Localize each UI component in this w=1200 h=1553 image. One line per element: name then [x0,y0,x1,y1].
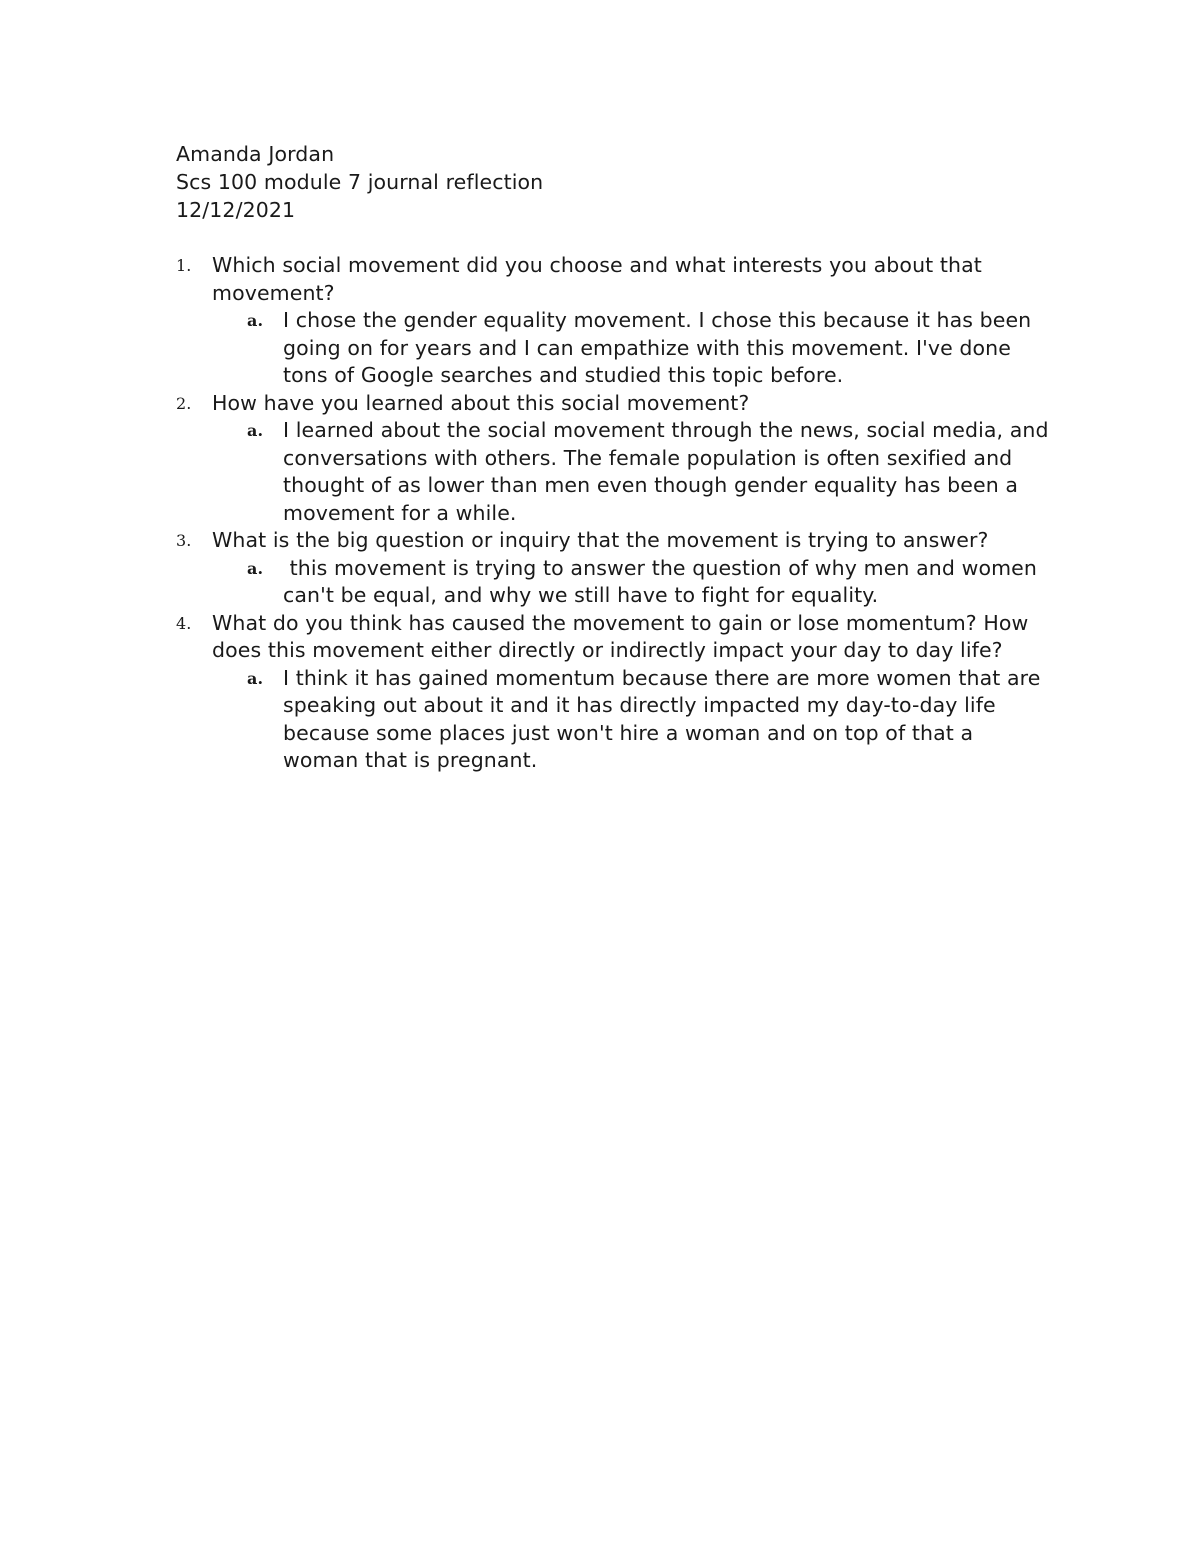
question-item [0,610,1042,665]
answer-letter: a. [247,421,264,440]
question-item [0,527,1042,555]
course-title: Scs 100 module 7 journal reflection [176,170,544,194]
answer-text: this movement is trying to answer the question of why men and women can't be equal, and why we still have to fight for equality. [283,555,1044,607]
answer-item [0,307,1053,390]
answer-letter: a. [247,558,264,578]
author-name: Amanda Jordan [176,142,335,166]
question-list [0,252,1200,775]
question-item [0,252,1042,307]
question-item [0,390,1042,418]
question-text: What do you think has caused the movement to gain or lose momentum? How does this movement either directly or indirectly impact your day to day life? [212,610,1029,662]
answer-letter: a. [247,311,264,330]
answer-text: I think it has gained momentum because there are more women that are speaking out about it and it has directly impacted my day-to-day life because some places just won't hire a woman and on top of that a woman that is pregnant. [283,665,1041,772]
question-text: Which social movement did you choose and what interests you about that movement? [212,253,982,305]
question-text: What is the big question or inquiry that the movement is trying to answer? [212,528,989,552]
question-number: 4. [176,613,192,633]
document-date: 12/12/2021 [176,198,296,222]
answer-item [0,555,1053,610]
question-text: How have you learned about this social movement? [212,390,750,415]
question-number: 1. [176,256,192,275]
answer-item [0,417,1053,527]
document-header [176,140,543,224]
answer-text: I learned about the social movement through the news, social media, and conversations with others. The female population is often sexified and thought of as lower than men even though gender equality has been a movement for a while. [283,418,1049,525]
question-number: 3. [176,531,192,550]
question-number: 2. [176,393,192,413]
answer-text: I chose the gender equality movement. I chose this because it has been going on for years and I can empathize with this movement. I've done tons of Google searches and studied this topic before. [283,308,1032,387]
answer-item [0,665,1053,775]
answer-letter: a. [247,668,264,688]
